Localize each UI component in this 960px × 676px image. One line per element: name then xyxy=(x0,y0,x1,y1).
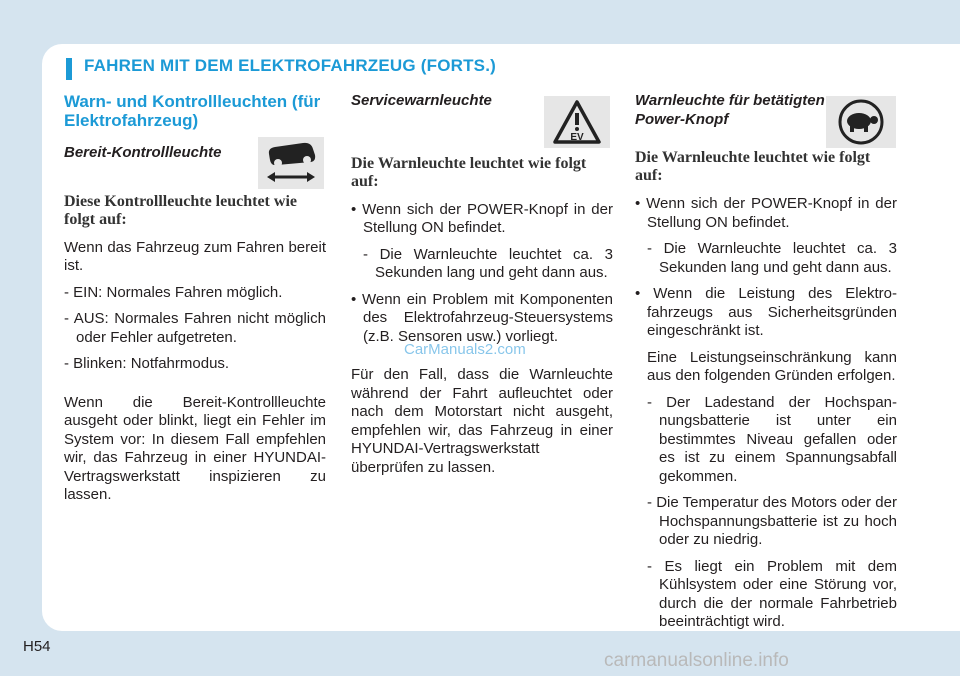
ready-item-on: - EIN: Normales Fahren möglich. xyxy=(64,283,283,301)
ready-indicator-icon xyxy=(258,137,324,189)
watermark: CarManuals2.com xyxy=(404,341,526,358)
power-limit-title: Warnleuchte für betätigten Power-Knopf xyxy=(635,92,825,128)
ready-intro-text: Wenn das Fahrzeug zum Fahren bereit ist. xyxy=(64,238,326,274)
service-closing-text: Für den Fall, dass die Warnleuchte während der Fahrt aufleuchtet oder nach dem Motorstart nicht ausgeht, empfehlen wir, das Fahrzeug in einer HYUNDAI-Vertragswerkstatt überprüfen zu lassen. xyxy=(351,366,613,476)
service-bullet-2: • Wenn ein Problem mit Komponenten des Elektrofahrzeug-Steuersystems (z.B. Sensoren usw.) vorliegt. xyxy=(351,290,613,345)
power-reason-1: - Der Ladestand der Hochspannungsbatterie ist unter ein bestimmtes Niveau gefallen oder es ist zu einem Spannungsabfall gekommen. xyxy=(647,393,897,485)
section-title: Warn- und Kontrollleuchten (für Elektrofahrzeug) xyxy=(64,92,321,130)
power-sub-1: - Die Warnleuchte leuchtet ca. 3 Sekunden lang und geht dann aus. xyxy=(647,240,897,276)
power-limit-heading: Die Warnleuchte leuchtet wie folgt auf: xyxy=(635,149,871,184)
power-reason-2: - Die Temperatur des Motors oder der Hochspannungsbatterie ist zu hoch oder zu niedrig. xyxy=(647,494,897,548)
page-number: H54 xyxy=(23,638,51,655)
ready-item-blink: - Blinken: Notfahrmodus. xyxy=(64,355,230,372)
power-reason-3: - Es liegt ein Problem mit dem Kühlsystem oder eine Störung vor, durch die der normale Fahrbetrieb beeinträchtigt wird. xyxy=(647,557,897,630)
ready-indicator-heading: Diese Kontrollleuchte leuchtet wie folgt auf: xyxy=(64,192,297,228)
power-bullet-1: • Wenn sich der POWER-Knopf in der Stellung ON befindet. xyxy=(635,195,897,231)
page-header-title: FAHREN MIT DEM ELEKTROFAHRZEUG (FORTS.) xyxy=(84,56,497,75)
header-accent-bar xyxy=(66,58,72,80)
turtle-icon xyxy=(826,96,896,148)
service-sub-1: - Die Warnleuchte leuchtet ca. 3 Sekunden lang und geht dann aus. xyxy=(363,245,613,281)
ready-item-off: - AUS: Normales Fahren nicht möglich oder Fehler aufgetreten. xyxy=(64,310,326,346)
power-bullet-2: • Wenn die Leistung des Elektrofahrzeugs aus Sicherheitsgründen eingeschränkt ist. xyxy=(635,285,897,339)
ev-warning-icon xyxy=(544,96,610,148)
ready-indicator-title: Bereit-Kontrollleuchte xyxy=(64,144,222,161)
footer-watermark: carmanualsonline.info xyxy=(604,650,789,671)
service-bullet-1: • Wenn sich der POWER-Knopf in der Stellung ON befindet. xyxy=(351,200,613,236)
service-warning-title: Servicewarnleuchte xyxy=(351,92,492,109)
power-reason-intro: Eine Leistungseinschränkung kann aus den folgenden Gründen erfolgen. xyxy=(647,348,897,384)
ev-icon-label: EV xyxy=(570,132,584,143)
column-2 xyxy=(351,92,613,485)
ready-closing-text: Wenn die Bereit-Kontrollleuchte ausgeht oder blinkt, liegt ein Fehler im System vor: In diesem Fall empfehlen wir, das Fahrzeug in einer HYUNDAI-Vertragswerkstatt inspizieren zu lassen. xyxy=(64,393,326,503)
service-warning-heading: Die Warnleuchte leuchtet wie folgt auf: xyxy=(351,154,587,190)
column-3 xyxy=(635,92,897,640)
